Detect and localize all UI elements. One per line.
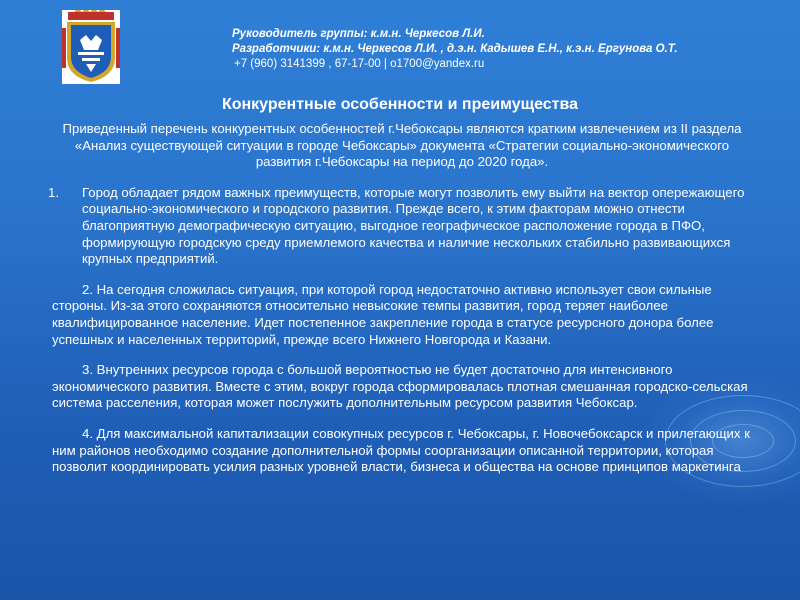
list-item-text: Город обладает рядом важных преимуществ, которые могут позволить ему выйти на вектор опережающего социально-экономического и городского развития. Прежде всего, к этим факторам можно отнести благоприятную демографическую ситуацию, выгодное географическое расположение города в ПФО, формирующую городскую среду приемлемого качества и наличие нескольких стабильно развивающихся крупных предприятий. (82, 184, 745, 267)
coat-of-arms-logo (62, 10, 120, 84)
intro-paragraph: Приведенный перечень конкурентных особенностей г.Чебоксары являются кратким извлечением из II раздела «Анализ существующей ситуации в городе Чебоксары» документа «Стратегии социально-экономического развития г.Чебоксары на период до 2020 года». (62, 121, 742, 170)
list-item (48, 184, 752, 268)
paragraph-3: 3. Внутренних ресурсов города с большой вероятностью не будет достаточно для интенсивного экономического развития. Вместе с этим, вокруг города сформировалась плотная смешанная городско-сельская система расселения, которая может послужить дополнительным ресурсом развития Чебоксар. (52, 362, 748, 411)
paragraph-4: 4. Для максимальной капитализации совокупных ресурсов г. Чебоксары, г. Новочебоксарск и прилегающих к ним районов необходимо создание дополнительной формы соорганизации описанной территории, которая позволит координировать усилия разных уровней власти, бизнеса и общества на основе принципов маркетинга (52, 425, 750, 475)
slide-body (48, 121, 752, 476)
list-item-number: 1. (48, 184, 59, 200)
header (232, 27, 792, 72)
paragraph-2: 2. На сегодня сложилась ситуация, при которой город недостаточно активно использует свои сильные стороны. Из-за этого сохраняются относительно невысокие темпы развития, город теряет наиболее квалифицированное население. Идет постепенное закрепление города в статусе ресурсного донора более успешных и населенных территорий, прежде всего Нижнего Новгорода и Казани. (52, 281, 714, 347)
group-leader: Руководитель группы: к.м.н. Черкесов Л.И. (232, 28, 485, 40)
contacts: +7 (960) 3141399 , 67-17-00 | o1700@yandex.ru (234, 58, 485, 70)
coat-of-arms-icon (62, 10, 120, 84)
developers: Разработчики: к.м.н. Черкесов Л.И. , д.э.н. Кадышев Е.Н., к.э.н. Ергунова О.Т. (232, 43, 678, 55)
slide-title: Конкурентные особенности и преимущества (221, 96, 579, 113)
